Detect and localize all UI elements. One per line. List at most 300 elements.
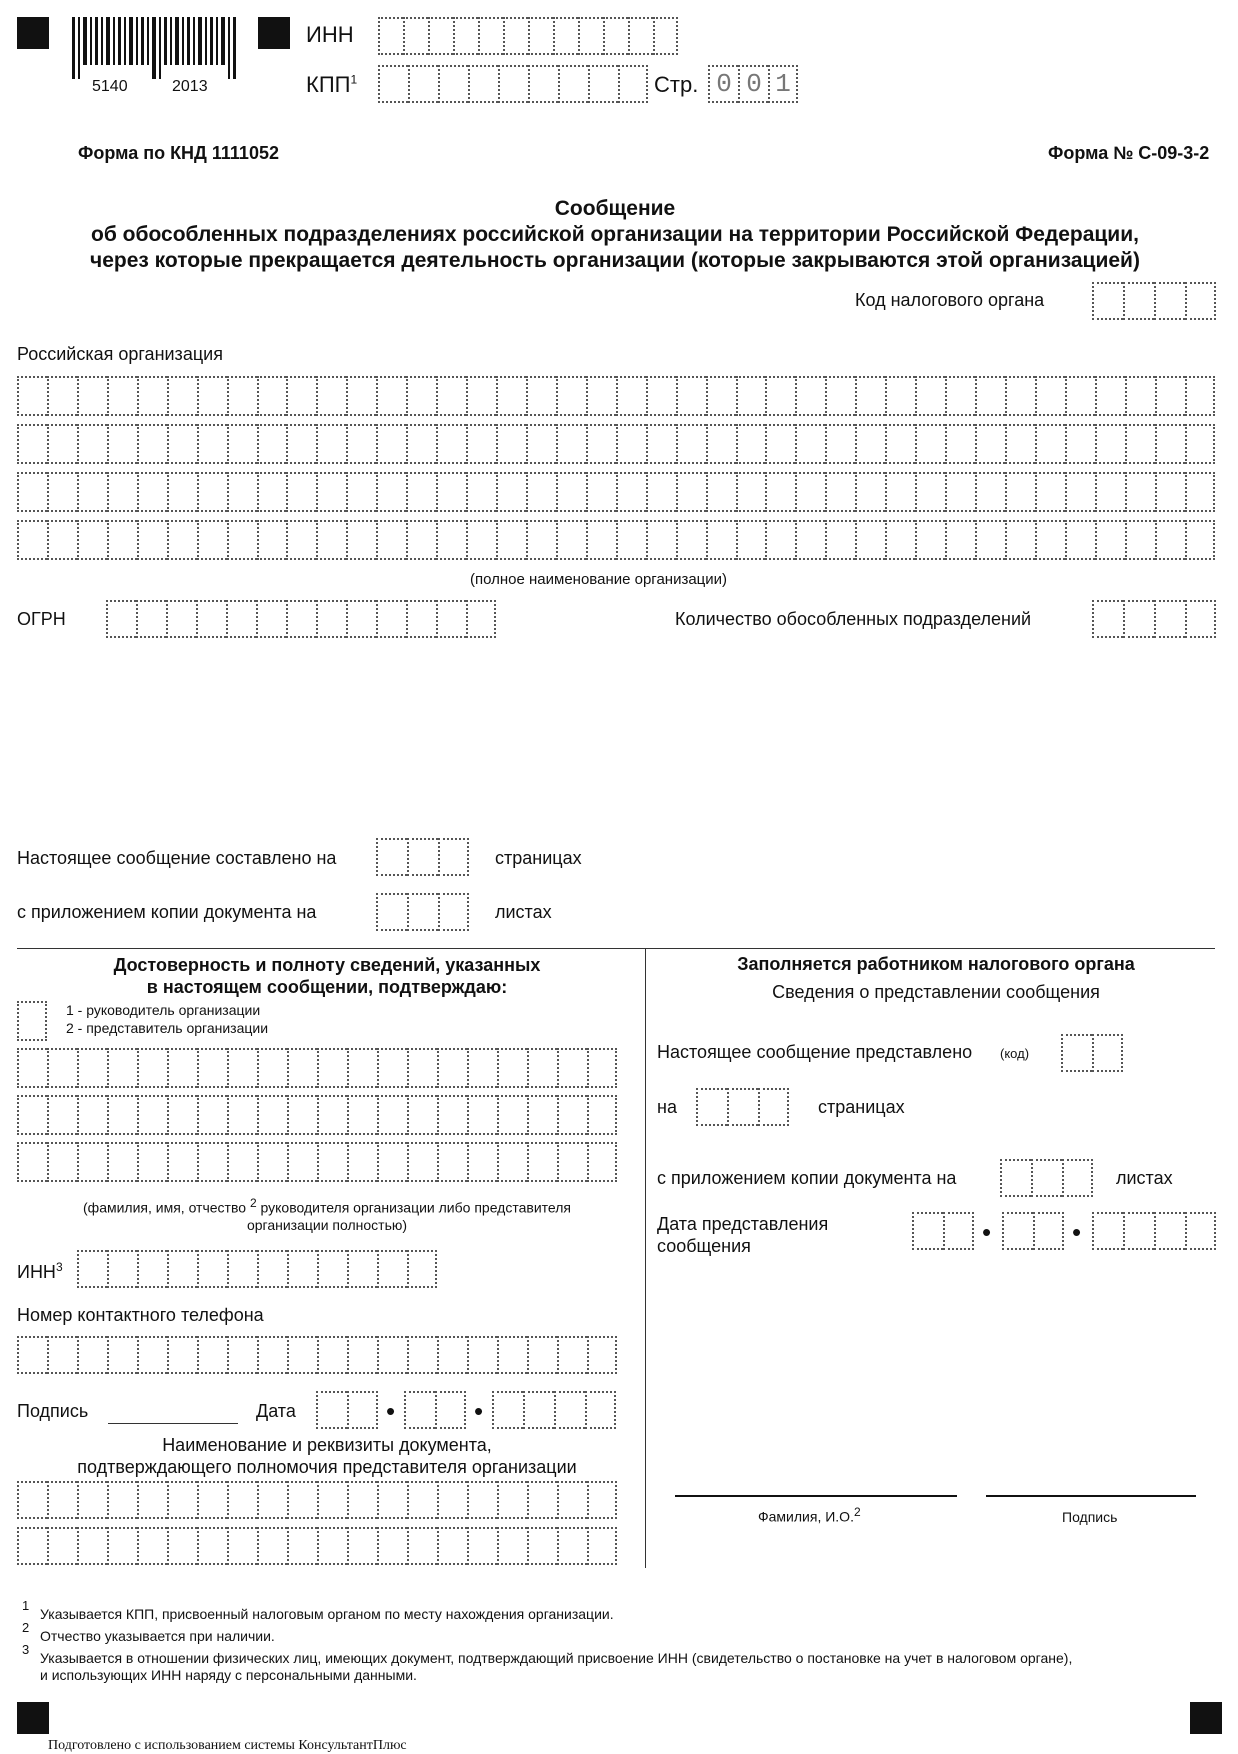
input-cell[interactable] [287,1095,317,1135]
input-cell[interactable] [317,1095,347,1135]
input-cell[interactable] [257,376,287,416]
input-cell[interactable] [527,1481,557,1519]
input-cell[interactable] [167,520,197,560]
cell-row[interactable] [17,1095,617,1135]
input-cell[interactable] [1035,424,1065,464]
submission-date-day[interactable] [912,1212,974,1250]
input-cell[interactable] [197,1048,227,1088]
input-cell[interactable] [346,472,376,512]
input-cell[interactable] [556,424,586,464]
input-cell[interactable] [227,424,257,464]
input-cell[interactable] [437,1095,467,1135]
signer-type-field[interactable] [17,1001,47,1041]
cell-row[interactable] [17,1142,617,1182]
input-cell[interactable] [765,376,795,416]
input-cell[interactable] [197,472,227,512]
input-cell[interactable] [526,520,556,560]
input-cell[interactable] [467,1142,497,1182]
cell-row[interactable] [17,1336,617,1374]
input-cell[interactable] [945,424,975,464]
input-cell[interactable] [347,1336,377,1374]
input-cell[interactable] [227,1481,257,1519]
input-cell[interactable] [466,376,496,416]
input-cell[interactable] [646,472,676,512]
input-cell[interactable] [47,1142,77,1182]
input-cell[interactable] [137,1527,167,1565]
input-cell[interactable] [376,376,406,416]
input-cell[interactable] [227,1142,257,1182]
input-cell[interactable] [945,472,975,512]
cell-row[interactable] [17,376,1215,416]
input-cell[interactable] [825,472,855,512]
input-cell[interactable] [77,1336,107,1374]
input-cell[interactable] [1185,472,1215,512]
input-cell[interactable] [47,376,77,416]
input-cell[interactable] [586,472,616,512]
input-cell[interactable] [1065,472,1095,512]
input-cell[interactable] [915,424,945,464]
input-cell[interactable] [736,376,766,416]
input-cell[interactable] [467,1336,497,1374]
input-cell[interactable] [587,1142,617,1182]
input-cell[interactable] [317,1527,347,1565]
input-cell[interactable] [1095,520,1125,560]
input-cell[interactable] [975,520,1005,560]
input-cell[interactable] [316,472,346,512]
input-cell[interactable] [47,1527,77,1565]
input-cell[interactable] [407,1095,437,1135]
input-cell[interactable] [497,1048,527,1088]
input-cell[interactable] [885,376,915,416]
phone-field[interactable] [17,1336,617,1374]
input-cell[interactable] [497,1481,527,1519]
input-cell[interactable] [557,1095,587,1135]
input-cell[interactable] [17,1336,47,1374]
input-cell[interactable] [376,424,406,464]
input-cell[interactable] [466,424,496,464]
input-cell[interactable] [286,472,316,512]
authority-doc-field[interactable] [17,1481,617,1565]
input-cell[interactable] [437,1481,467,1519]
cell-row[interactable] [17,1048,617,1088]
inn-field[interactable] [378,17,678,55]
input-cell[interactable] [795,472,825,512]
input-cell[interactable] [437,1527,467,1565]
input-cell[interactable] [377,1336,407,1374]
input-cell[interactable] [257,1048,287,1088]
input-cell[interactable] [1035,520,1065,560]
input-cell[interactable] [855,520,885,560]
input-cell[interactable] [437,1048,467,1088]
input-cell[interactable] [436,472,466,512]
input-cell[interactable] [197,1336,227,1374]
input-cell[interactable] [257,1095,287,1135]
input-cell[interactable] [736,472,766,512]
input-cell[interactable] [676,520,706,560]
submitted-code-field[interactable] [1061,1034,1123,1072]
input-cell[interactable] [736,520,766,560]
officer-name-line[interactable] [675,1495,957,1497]
input-cell[interactable] [616,520,646,560]
input-cell[interactable] [526,472,556,512]
input-cell[interactable] [167,424,197,464]
input-cell[interactable] [197,520,227,560]
input-cell[interactable] [1125,472,1155,512]
input-cell[interactable] [587,1527,617,1565]
input-cell[interactable] [286,376,316,416]
input-cell[interactable] [167,376,197,416]
input-cell[interactable] [467,1527,497,1565]
input-cell[interactable] [137,1095,167,1135]
input-cell[interactable] [227,472,257,512]
input-cell[interactable] [107,424,137,464]
input-cell[interactable] [437,1142,467,1182]
input-cell[interactable] [467,1481,497,1519]
input-cell[interactable] [527,1336,557,1374]
input-cell[interactable] [1125,424,1155,464]
input-cell[interactable] [975,376,1005,416]
input-cell[interactable] [557,1048,587,1088]
input-cell[interactable] [287,1527,317,1565]
input-cell[interactable] [587,1481,617,1519]
input-cell[interactable] [497,1336,527,1374]
input-cell[interactable] [616,376,646,416]
submission-date-year[interactable] [1092,1212,1216,1250]
input-cell[interactable] [407,1336,437,1374]
officer-signature-line[interactable] [986,1495,1196,1497]
input-cell[interactable] [317,1048,347,1088]
input-cell[interactable] [77,376,107,416]
input-cell[interactable] [587,1336,617,1374]
input-cell[interactable] [317,1336,347,1374]
input-cell[interactable] [1155,424,1185,464]
input-cell[interactable] [316,520,346,560]
input-cell[interactable] [17,424,47,464]
input-cell[interactable] [77,520,107,560]
input-cell[interactable] [795,376,825,416]
input-cell[interactable] [496,520,526,560]
input-cell[interactable] [347,1481,377,1519]
input-cell[interactable] [436,376,466,416]
input-cell[interactable] [437,1336,467,1374]
input-cell[interactable] [1005,424,1035,464]
cell-row[interactable] [17,1527,617,1565]
input-cell[interactable] [137,1336,167,1374]
input-cell[interactable] [527,1142,557,1182]
subdivision-count-field[interactable] [1092,600,1216,638]
input-cell[interactable] [257,424,287,464]
input-cell[interactable] [257,520,287,560]
input-cell[interactable] [736,424,766,464]
input-cell[interactable] [17,1142,47,1182]
input-cell[interactable] [227,1095,257,1135]
input-cell[interactable] [915,520,945,560]
input-cell[interactable] [377,1142,407,1182]
input-cell[interactable] [77,1481,107,1519]
right-attach-field[interactable] [1000,1159,1093,1197]
input-cell[interactable] [17,1048,47,1088]
input-cell[interactable] [167,1048,197,1088]
input-cell[interactable] [17,520,47,560]
input-cell[interactable] [915,376,945,416]
signer-inn-field[interactable] [77,1250,437,1288]
input-cell[interactable] [496,472,526,512]
input-cell[interactable] [167,1527,197,1565]
sign-date-month[interactable] [404,1391,466,1429]
input-cell[interactable] [646,376,676,416]
input-cell[interactable] [227,1336,257,1374]
input-cell[interactable] [376,520,406,560]
input-cell[interactable] [227,1527,257,1565]
org-name-field[interactable] [17,376,1215,560]
input-cell[interactable] [287,1336,317,1374]
input-cell[interactable] [406,376,436,416]
input-cell[interactable] [556,472,586,512]
input-cell[interactable] [17,1481,47,1519]
input-cell[interactable] [17,1527,47,1565]
input-cell[interactable] [556,376,586,416]
cell-row[interactable] [17,424,1215,464]
input-cell[interactable] [855,472,885,512]
input-cell[interactable] [137,1048,167,1088]
input-cell[interactable] [137,472,167,512]
input-cell[interactable] [496,376,526,416]
input-cell[interactable] [706,424,736,464]
input-cell[interactable] [526,424,556,464]
sign-date-year[interactable] [492,1391,616,1429]
input-cell[interactable] [406,520,436,560]
input-cell[interactable] [257,1336,287,1374]
input-cell[interactable] [167,1095,197,1135]
input-cell[interactable] [825,376,855,416]
input-cell[interactable] [706,376,736,416]
input-cell[interactable] [436,520,466,560]
input-cell[interactable] [287,1142,317,1182]
input-cell[interactable] [1065,376,1095,416]
input-cell[interactable] [557,1336,587,1374]
input-cell[interactable] [167,1481,197,1519]
input-cell[interactable] [765,520,795,560]
input-cell[interactable] [466,520,496,560]
input-cell[interactable] [107,520,137,560]
input-cell[interactable] [227,1048,257,1088]
input-cell[interactable] [346,424,376,464]
input-cell[interactable] [587,1048,617,1088]
input-cell[interactable] [556,520,586,560]
input-cell[interactable] [286,424,316,464]
pages-field[interactable] [376,838,469,876]
input-cell[interactable] [1065,520,1095,560]
input-cell[interactable] [1155,376,1185,416]
input-cell[interactable] [167,1336,197,1374]
input-cell[interactable] [1125,376,1155,416]
input-cell[interactable] [17,376,47,416]
input-cell[interactable] [915,472,945,512]
input-cell[interactable] [1185,520,1215,560]
input-cell[interactable] [1095,376,1125,416]
input-cell[interactable] [885,424,915,464]
input-cell[interactable] [496,424,526,464]
input-cell[interactable] [197,1095,227,1135]
input-cell[interactable] [1065,424,1095,464]
input-cell[interactable] [945,520,975,560]
ogrn-field[interactable] [106,600,496,638]
input-cell[interactable] [316,376,346,416]
input-cell[interactable] [586,376,616,416]
input-cell[interactable] [77,472,107,512]
input-cell[interactable] [107,1336,137,1374]
sign-date-day[interactable] [316,1391,378,1429]
input-cell[interactable] [646,424,676,464]
kpp-field[interactable] [378,65,648,103]
input-cell[interactable] [107,472,137,512]
input-cell[interactable] [107,376,137,416]
input-cell[interactable] [1095,424,1125,464]
input-cell[interactable] [317,1142,347,1182]
input-cell[interactable] [47,1095,77,1135]
input-cell[interactable] [77,1048,107,1088]
input-cell[interactable] [197,1527,227,1565]
input-cell[interactable] [137,1142,167,1182]
input-cell[interactable] [616,424,646,464]
input-cell[interactable] [107,1142,137,1182]
cell-row[interactable] [17,520,1215,560]
input-cell[interactable] [257,1527,287,1565]
input-cell[interactable] [107,1481,137,1519]
input-cell[interactable] [527,1048,557,1088]
input-cell[interactable] [706,472,736,512]
input-cell[interactable] [1035,376,1065,416]
input-cell[interactable] [377,1481,407,1519]
input-cell[interactable] [347,1142,377,1182]
input-cell[interactable] [346,520,376,560]
input-cell[interactable] [885,472,915,512]
input-cell[interactable] [676,472,706,512]
input-cell[interactable] [557,1481,587,1519]
input-cell[interactable] [47,472,77,512]
input-cell[interactable] [316,424,346,464]
input-cell[interactable] [47,1336,77,1374]
input-cell[interactable] [1125,520,1155,560]
input-cell[interactable] [137,424,167,464]
input-cell[interactable] [227,520,257,560]
input-cell[interactable] [586,424,616,464]
input-cell[interactable] [855,424,885,464]
input-cell[interactable] [586,520,616,560]
input-cell[interactable] [197,376,227,416]
input-cell[interactable] [257,472,287,512]
input-cell[interactable] [197,1142,227,1182]
input-cell[interactable] [1155,472,1185,512]
input-cell[interactable] [346,376,376,416]
input-cell[interactable] [885,520,915,560]
input-cell[interactable] [17,1095,47,1135]
input-cell[interactable] [825,520,855,560]
input-cell[interactable] [466,472,496,512]
cell-row[interactable] [17,1481,617,1519]
input-cell[interactable] [1155,520,1185,560]
input-cell[interactable] [77,1095,107,1135]
input-cell[interactable] [317,1481,347,1519]
input-cell[interactable] [197,1481,227,1519]
input-cell[interactable] [227,376,257,416]
input-cell[interactable] [1185,424,1215,464]
input-cell[interactable] [467,1095,497,1135]
input-cell[interactable] [855,376,885,416]
attach-field[interactable] [376,893,469,931]
input-cell[interactable] [347,1095,377,1135]
input-cell[interactable] [1005,472,1035,512]
input-cell[interactable] [407,1527,437,1565]
input-cell[interactable] [377,1095,407,1135]
input-cell[interactable] [676,376,706,416]
input-cell[interactable] [47,1481,77,1519]
input-cell[interactable] [47,424,77,464]
submission-date-month[interactable] [1002,1212,1064,1250]
input-cell[interactable] [257,1142,287,1182]
input-cell[interactable] [467,1048,497,1088]
input-cell[interactable] [676,424,706,464]
input-cell[interactable] [407,1048,437,1088]
input-cell[interactable] [47,520,77,560]
input-cell[interactable] [527,1527,557,1565]
input-cell[interactable] [377,1048,407,1088]
input-cell[interactable] [137,376,167,416]
input-cell[interactable] [587,1095,617,1135]
input-cell[interactable] [197,424,227,464]
input-cell[interactable] [945,376,975,416]
input-cell[interactable] [795,520,825,560]
input-cell[interactable] [1005,376,1035,416]
input-cell[interactable] [287,1048,317,1088]
input-cell[interactable] [77,1527,107,1565]
input-cell[interactable] [825,424,855,464]
input-cell[interactable] [975,424,1005,464]
input-cell[interactable] [107,1527,137,1565]
input-cell[interactable] [765,424,795,464]
input-cell[interactable] [557,1142,587,1182]
input-cell[interactable] [107,1048,137,1088]
signature-line[interactable] [108,1423,238,1424]
input-cell[interactable] [137,1481,167,1519]
input-cell[interactable] [407,1481,437,1519]
signer-fio-field[interactable] [17,1048,617,1183]
input-cell[interactable] [557,1527,587,1565]
input-cell[interactable] [975,472,1005,512]
input-cell[interactable] [526,376,556,416]
tax-code-field[interactable] [1092,282,1216,320]
input-cell[interactable] [1005,520,1035,560]
input-cell[interactable] [1035,472,1065,512]
input-cell[interactable] [497,1095,527,1135]
cell-row[interactable] [17,472,1215,512]
input-cell[interactable] [287,1481,317,1519]
input-cell[interactable] [167,1142,197,1182]
input-cell[interactable] [406,472,436,512]
input-cell[interactable] [376,472,406,512]
input-cell[interactable] [347,1048,377,1088]
input-cell[interactable] [497,1142,527,1182]
input-cell[interactable] [765,472,795,512]
input-cell[interactable] [77,424,107,464]
input-cell[interactable] [47,1048,77,1088]
input-cell[interactable] [137,520,167,560]
input-cell[interactable] [257,1481,287,1519]
input-cell[interactable] [17,472,47,512]
input-cell[interactable] [616,472,646,512]
input-cell[interactable] [377,1527,407,1565]
input-cell[interactable] [1095,472,1125,512]
